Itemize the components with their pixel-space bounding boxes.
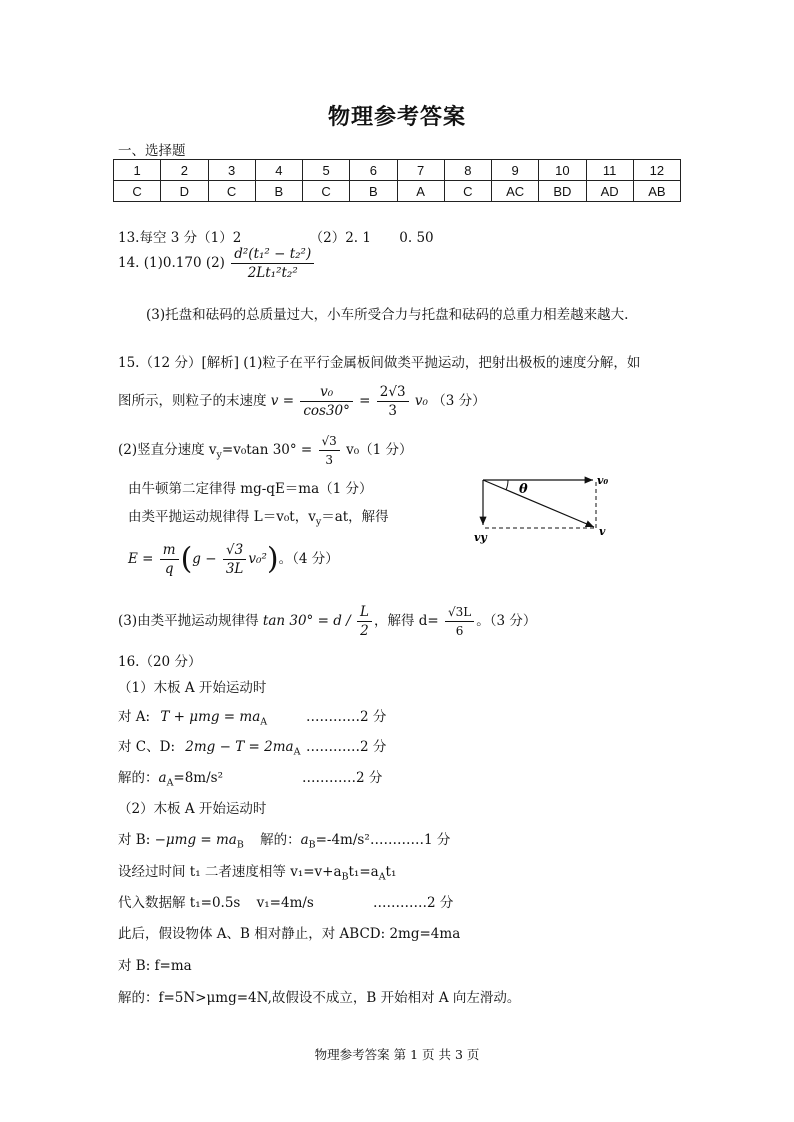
answer-cell: B <box>255 181 302 202</box>
q16-l5-text: 设经过时间 t₁ 二者速度相等 v₁=v+a <box>118 864 342 880</box>
q15-line5-text: 由类平抛运动规律得 L＝v₀t，v <box>128 509 316 525</box>
q15-line1: 15.（12 分）[解析] (1)粒子在平行金属板间做类平抛运动，把射出极板的速度分解，如 <box>118 355 641 371</box>
answer-cell: B <box>350 181 397 202</box>
answer-cell: AC <box>492 181 539 202</box>
q15-eq: = <box>359 393 371 409</box>
answer-cell: C <box>114 181 161 202</box>
q16-score2: …………2 分 <box>306 739 387 755</box>
answer-cell: A <box>397 181 444 202</box>
q15-frac-mq <box>160 541 179 578</box>
q15-frac-q: q <box>164 561 174 577</box>
answer-cell: C <box>303 181 350 202</box>
q16-line4 <box>118 828 370 851</box>
table-row-answers <box>114 181 681 202</box>
q14-line <box>118 245 316 282</box>
q15-line5 <box>128 505 389 528</box>
theta-label: θ <box>519 482 528 497</box>
q15-tan: tan 30° = d / <box>262 613 351 629</box>
q15-line3-text: (2)竖直分速度 v <box>118 442 217 458</box>
q16-l4-val: =-4m/s² <box>315 832 370 848</box>
q16-l2-label: 对 C、D: <box>118 739 175 755</box>
q14-fraction <box>231 245 314 282</box>
q15-line3 <box>118 432 413 469</box>
answer-cell: D <box>161 181 208 202</box>
q16-l4-asub: B <box>308 839 316 851</box>
q16-l5-mid: t₁=a <box>348 864 379 880</box>
q15-line4: 由牛顿第二定律得 mg-qE＝ma（1 分） <box>128 481 373 497</box>
vy-label: vy <box>474 531 487 544</box>
q15-score1: （3 分） <box>432 393 486 409</box>
q16-score3: …………2 分 <box>302 770 383 786</box>
q16-line2 <box>118 735 300 758</box>
q15-frac-d-den: 6 <box>455 624 464 638</box>
q16-line6 <box>118 891 314 911</box>
q13-part2b: 0. 50 <box>399 230 434 246</box>
q13-line <box>118 226 434 246</box>
question-number-cell: 7 <box>397 160 444 181</box>
q15-line6 <box>128 541 339 578</box>
question-number-cell: 11 <box>586 160 633 181</box>
q15-frac-d <box>445 603 474 640</box>
question-number-cell: 10 <box>539 160 586 181</box>
q15-frac-L: L <box>357 603 372 622</box>
question-number-cell: 12 <box>633 160 680 181</box>
q15-v0sq: v₀² <box>248 551 267 567</box>
q15-E-symbol: E = <box>128 551 154 567</box>
q16-score1: …………2 分 <box>306 709 387 725</box>
answer-cell: C <box>208 181 255 202</box>
q15-v0: v₀ <box>414 393 428 409</box>
q16-line9: 解的：f=5N>μmg=4N,故假设不成立，B 开始相对 A 向左滑动。 <box>118 990 521 1006</box>
q15-frac-root-den: 3L <box>225 561 244 577</box>
q16-l3-sub: A <box>166 777 174 789</box>
q15-frac-root-num: √3 <box>223 541 247 560</box>
q15-line2 <box>118 383 486 420</box>
q14-part3: (3)托盘和砝码的总质量过大，小车所受合力与托盘和砝码的总重力相差越来越大. <box>146 307 629 323</box>
v0-label: v₀ <box>597 474 609 487</box>
q14-frac-den: 2Lt₁²t₂² <box>247 265 298 281</box>
open-paren: ( <box>180 541 193 577</box>
question-number-cell: 5 <box>303 160 350 181</box>
q15-frac-2: 2 <box>360 623 369 639</box>
answer-cell: AD <box>586 181 633 202</box>
q15-line2-text: 图所示，则粒子的末速度 <box>118 393 267 409</box>
question-number-cell: 9 <box>492 160 539 181</box>
answer-cell: C <box>444 181 491 202</box>
q16-l4-label: 对 B: <box>118 832 151 848</box>
q16-line3 <box>118 766 223 789</box>
q15-frac2-den: 3 <box>388 403 397 419</box>
q16-l1-eq: T + μmg = ma <box>160 709 261 725</box>
q16-l5-tail: t₁ <box>385 864 397 880</box>
question-number-cell: 3 <box>208 160 255 181</box>
q16-head: 16.（20 分） <box>118 654 202 670</box>
q15-line7-text: (3)由类平抛运动规律得 <box>118 613 259 629</box>
answer-cell: BD <box>539 181 586 202</box>
q16-line1 <box>118 705 267 728</box>
q16-part1: （1）木板 A 开始运动时 <box>118 680 267 696</box>
q15-frac3-num: √3 <box>319 432 340 451</box>
v-label: v <box>599 525 606 538</box>
close-paren: ) <box>266 541 279 577</box>
q15-frac-d-num: √3L <box>445 603 474 622</box>
question-number-cell: 2 <box>161 160 208 181</box>
page-footer: 物理参考答案 第 1 页 共 3 页 <box>314 1047 480 1062</box>
q16-l4-a: a <box>300 832 309 848</box>
table-row-numbers <box>114 160 681 181</box>
q15-frac2-num: 2√3 <box>377 383 409 402</box>
q15-frac-m: m <box>160 541 179 560</box>
q16-l6-t1: 代入数据解 t₁=0.5s <box>118 895 241 911</box>
q16-l2-eq: 2mg − T = 2ma <box>185 739 294 755</box>
q15-g: g − <box>192 551 217 567</box>
question-number-cell: 4 <box>255 160 302 181</box>
theta-arc <box>506 480 508 490</box>
q16-score4: …………1 分 <box>370 832 451 848</box>
q16-l4-eq: −μmg = ma <box>154 832 237 848</box>
q15-frac3 <box>319 432 340 469</box>
q15-line5-tail: ＝at，解得 <box>321 509 389 525</box>
q15-v-symbol: v = <box>270 393 295 409</box>
q15-frac3-den: 3 <box>325 453 333 467</box>
section-heading-choice: 一、选择题 <box>118 143 186 159</box>
q15-line3-text2: =v₀tan 30° = <box>221 442 313 458</box>
q13-part2: （2）2. 1 <box>309 230 371 246</box>
q15-line7-mid: ，解得 d= <box>373 613 439 629</box>
q14-frac-num: d²(t₁² − t₂²) <box>231 245 314 264</box>
question-number-cell: 1 <box>114 160 161 181</box>
q16-l4-sub: B <box>236 839 244 851</box>
q16-l5-sub: B <box>341 871 349 883</box>
question-number-cell: 8 <box>444 160 491 181</box>
q16-l5-sub2: A <box>378 871 386 883</box>
q16-score5: …………2 分 <box>373 895 454 911</box>
q15-frac1 <box>300 383 353 420</box>
q14-prefix: 14. (1)0.170 (2) <box>118 255 225 271</box>
q16-line7: 此后，假设物体 A、B 相对静止，对 ABCD: 2mg=4ma <box>118 926 461 942</box>
q16-part2: （2）木板 A 开始运动时 <box>118 801 267 817</box>
q16-l3-label: 解的： <box>118 770 159 786</box>
q16-l1-label: 对 A: <box>118 709 151 725</box>
q16-l3-a: a <box>158 770 167 786</box>
q16-l3-val: =8m/s² <box>173 770 223 786</box>
velocity-diagram <box>470 470 620 545</box>
q16-line5 <box>118 860 396 883</box>
q16-l2-sub: A <box>293 746 301 758</box>
q16-l4-sol: 解的： <box>260 832 301 848</box>
q15-frac1-num: v₀ <box>300 383 353 402</box>
page-title: 物理参考答案 <box>327 104 466 130</box>
v-arrow <box>483 480 594 527</box>
q13-part1: 13.每空 3 分（1）2 <box>118 230 242 246</box>
answer-cell: AB <box>633 181 680 202</box>
q16-line8: 对 B: f=ma <box>118 958 192 974</box>
q16-l6-v1: v₁=4m/s <box>256 895 314 911</box>
q15-line5-sub: y <box>315 516 322 528</box>
q15-frac1-den: cos30° <box>303 403 350 419</box>
q15-line7 <box>118 603 536 640</box>
q15-line3-tail: v₀（1 分） <box>346 442 413 458</box>
q15-frac-root <box>223 541 247 578</box>
question-number-cell: 6 <box>350 160 397 181</box>
q15-score4: 。（4 分） <box>278 551 339 567</box>
q15-frac2 <box>377 383 409 420</box>
q15-frac-L2 <box>357 603 372 640</box>
q16-l1-sub: A <box>260 716 268 728</box>
q15-line7-tail: 。（3 分） <box>476 613 537 629</box>
q15-line3-sub: y <box>216 449 222 461</box>
answer-table <box>113 159 681 202</box>
